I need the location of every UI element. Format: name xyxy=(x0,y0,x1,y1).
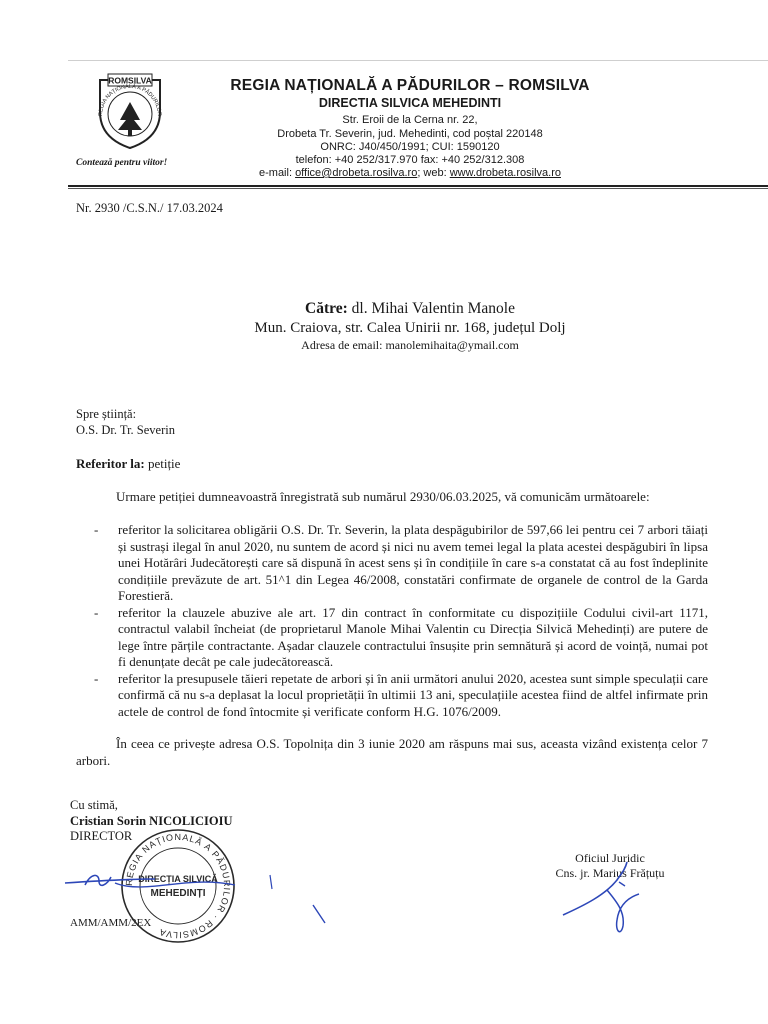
registration-number: Nr. 2930 /C.S.N./ 17.03.2024 xyxy=(76,201,223,215)
org-name: REGIA NAȚIONALĂ A PĂDURILOR – ROMSILVA xyxy=(230,77,590,94)
recipient-label: Către: xyxy=(305,300,348,317)
org-street: Str. Eroii de la Cerna nr. 22, xyxy=(342,114,478,126)
recipient-email: Adresa de email: manolemihaita@ymail.com xyxy=(301,338,519,352)
email-link[interactable]: office@drobeta.rosilva.ro xyxy=(295,167,418,179)
document-initials: AMM/AMM/2EX xyxy=(70,917,152,929)
director-signature xyxy=(55,855,345,935)
logo-ring-text: REGIA NAȚIONALĂ A PĂDURILOR xyxy=(97,83,163,117)
subject-line xyxy=(76,456,180,472)
legal-office-title: Oficiul Juridic xyxy=(575,851,645,865)
division-name: DIRECTIA SILVICA MEHEDINTI xyxy=(318,96,502,110)
org-ids: ONRC: J40/450/1991; CUI: 1590120 xyxy=(320,141,500,153)
top-rule xyxy=(68,60,768,61)
cc-label: Spre știință: xyxy=(76,407,137,421)
director-title: DIRECTOR xyxy=(70,829,133,843)
org-contact: e-mail: office@drobeta.rosilva.ro; web: www.drobeta.rosilva.ro xyxy=(259,167,561,179)
stamp-line-1: DIRECȚIA SILVICĂ xyxy=(138,874,218,884)
cc-value: O.S. Dr. Tr. Severin xyxy=(76,423,175,437)
items-list xyxy=(76,522,708,720)
stamp-ring-text: REGIA NAȚIONALĂ A PĂDURILOR · ROMSILVA xyxy=(123,831,233,941)
closing-paragraph: În ceea ce privește adresa O.S. Topolnița din 3 iunie 2020 am răspuns mai sus, aceasta vizând existența celor 7 arbori. xyxy=(76,736,708,768)
web-link[interactable]: www.drobeta.rosilva.ro xyxy=(449,167,561,179)
intro-paragraph: Urmare petiției dumneavoastră înregistrată sub numărul 2930/06.03.2025, vă comunicăm următoarele: xyxy=(116,489,650,504)
subject-value: petiție xyxy=(144,456,181,471)
subject-label: Referitor la: xyxy=(76,456,145,471)
recipient-address: Mun. Craiova, str. Calea Unirii nr. 168, județul Dolj xyxy=(254,320,566,336)
salutation: Cu stimă, xyxy=(70,798,118,812)
list-item: - referitor la clauzele abuzive ale art. 17 din contract în conformitate cu dispozițiile Codului civil-art 1171, contractul valabil încheiat (de proprietarul Manole Mihai Valentin cu Direcția Silvică Mehedinți) are putere de lege între părțile contractante. Așadar clauzele contractului însușite prin semnătură și acord de voință, numai pot fi denunțate decât pe cale judecătorească. xyxy=(94,604,708,669)
org-city: Drobeta Tr. Severin, jud. Mehedinti, cod poștal 220148 xyxy=(277,128,543,140)
org-phones: telefon: +40 252/317.970 fax: +40 252/312.308 xyxy=(295,154,525,166)
list-item: - referitor la solicitarea obligării O.S. Dr. Tr. Severin, la plata despăgubirilor de 597,66 lei pentru cei 7 arbori tăiați și sustrași ilegal în anul 2020, nu suntem de acord și nici nu avem temei legal la plata acestei despăgubiri în lipsa unei Hotărâri Judecătorești care să dispună în acest sens și în condițiile în care s-a constatat că au fost îndeplinite condițiile prevăzute de art. 51^1 din Legea 46/2008, constatări confirmate de organele de control de la Garda Forestieră. xyxy=(94,522,708,603)
logo-text: ROMSILVA xyxy=(108,75,152,86)
stamp-line-2: MEHEDINȚI xyxy=(150,888,206,899)
header-rule xyxy=(68,185,768,187)
motto: Contează pentru viitor! xyxy=(76,158,168,168)
director-name: Cristian Sorin NICOLICIOIU xyxy=(70,814,233,828)
list-item: - referitor la presupusele tăieri repetate de arbori și în anii următori anului 2020, acestea sunt simple speculații care confirmă că nu s-a deplasat la locul proprietății în ultimii 13 ani, speculațiile acestea fiind de altfel infirmate prin actele de control de fond întocmite și verificate conform H.G. 1076/2009. xyxy=(94,670,708,719)
romsilva-logo xyxy=(90,72,170,152)
header-rule-thin xyxy=(68,188,768,189)
recipient-line xyxy=(150,300,670,318)
recipient-name: dl. Mihai Valentin Manole xyxy=(347,300,515,317)
legal-signature xyxy=(555,850,665,940)
legal-officer-name: Cns. jr. Marius Frățuțu xyxy=(555,866,665,880)
